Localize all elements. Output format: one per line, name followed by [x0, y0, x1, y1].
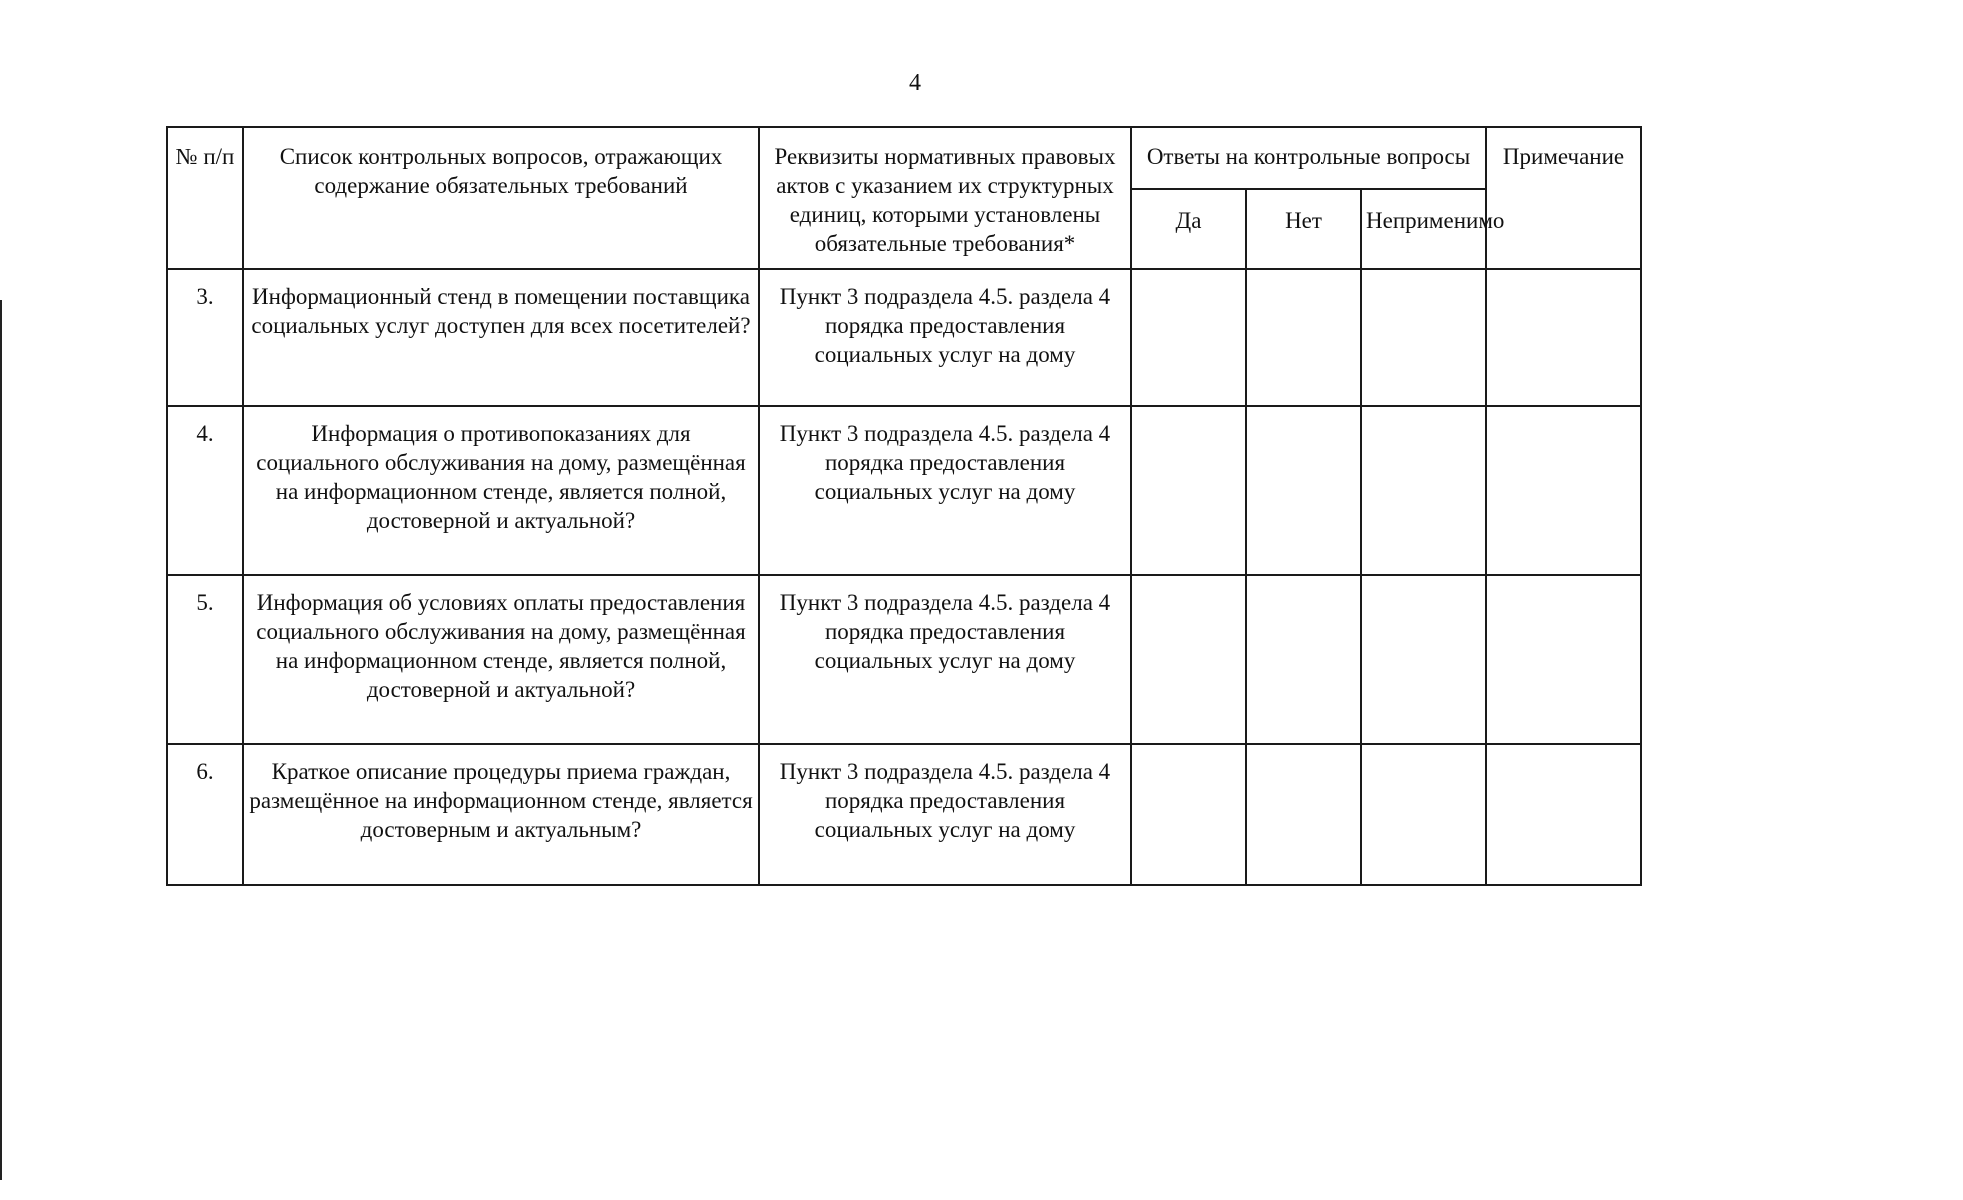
table-row — [167, 406, 1641, 575]
header-number: № п/п — [167, 127, 243, 269]
row-number: 6. — [167, 744, 243, 885]
answer-no-cell[interactable] — [1246, 269, 1361, 406]
note-cell[interactable] — [1486, 269, 1641, 406]
answer-not-applicable-cell[interactable] — [1361, 269, 1486, 406]
row-question: Информационный стенд в помещении поставщика социальных услуг доступен для всех посетителей? — [243, 269, 759, 406]
header-requisites-text: Реквизиты нормативных правовых актов с указанием их структурных единиц, которыми установлены обязательные требования* — [774, 144, 1116, 256]
note-cell[interactable] — [1486, 744, 1641, 885]
answer-yes-cell[interactable] — [1131, 269, 1246, 406]
row-number: 3. — [167, 269, 243, 406]
row-requisite: Пункт 3 подраздела 4.5. раздела 4 порядка предоставления социальных услуг на дому — [759, 744, 1131, 885]
row-requisite: Пункт 3 подраздела 4.5. раздела 4 порядка предоставления социальных услуг на дому — [759, 575, 1131, 744]
table-row — [167, 575, 1641, 744]
answer-yes-cell[interactable] — [1131, 406, 1246, 575]
row-question: Информация о противопоказаниях для социального обслуживания на дому, размещённая на информационном стенде, является полной, достоверной и актуальной? — [243, 406, 759, 575]
answer-not-applicable-cell[interactable] — [1361, 575, 1486, 744]
answer-yes-cell[interactable] — [1131, 575, 1246, 744]
row-question: Информация об условиях оплаты предоставления социального обслуживания на дому, размещённая на информационном стенде, является полной, достоверной и актуальной? — [243, 575, 759, 744]
page-number: 4 — [909, 70, 921, 96]
answer-yes-cell[interactable] — [1131, 744, 1246, 885]
header-no: Нет — [1246, 189, 1361, 269]
header-questions: Список контрольных вопросов, отражающих содержание обязательных требований — [243, 127, 759, 269]
page-edge-line — [0, 300, 2, 1180]
row-requisite: Пункт 3 подраздела 4.5. раздела 4 порядка предоставления социальных услуг на дому — [759, 406, 1131, 575]
header-yes: Да — [1131, 189, 1246, 269]
header-requisites — [759, 127, 1131, 269]
header-not-applicable: Неприменимо — [1361, 189, 1486, 269]
checklist-table — [166, 126, 1642, 886]
answer-no-cell[interactable] — [1246, 575, 1361, 744]
table-row — [167, 744, 1641, 885]
row-number: 5. — [167, 575, 243, 744]
answer-not-applicable-cell[interactable] — [1361, 406, 1486, 575]
row-requisite: Пункт 3 подраздела 4.5. раздела 4 порядка предоставления социальных услуг на дому — [759, 269, 1131, 406]
header-note: Примечание — [1486, 127, 1641, 269]
row-number: 4. — [167, 406, 243, 575]
header-answers: Ответы на контрольные вопросы — [1131, 127, 1486, 189]
answer-no-cell[interactable] — [1246, 744, 1361, 885]
note-cell[interactable] — [1486, 406, 1641, 575]
answer-not-applicable-cell[interactable] — [1361, 744, 1486, 885]
row-question: Краткое описание процедуры приема граждан, размещённое на информационном стенде, является достоверным и актуальным? — [243, 744, 759, 885]
answer-no-cell[interactable] — [1246, 406, 1361, 575]
table-row — [167, 269, 1641, 406]
note-cell[interactable] — [1486, 575, 1641, 744]
